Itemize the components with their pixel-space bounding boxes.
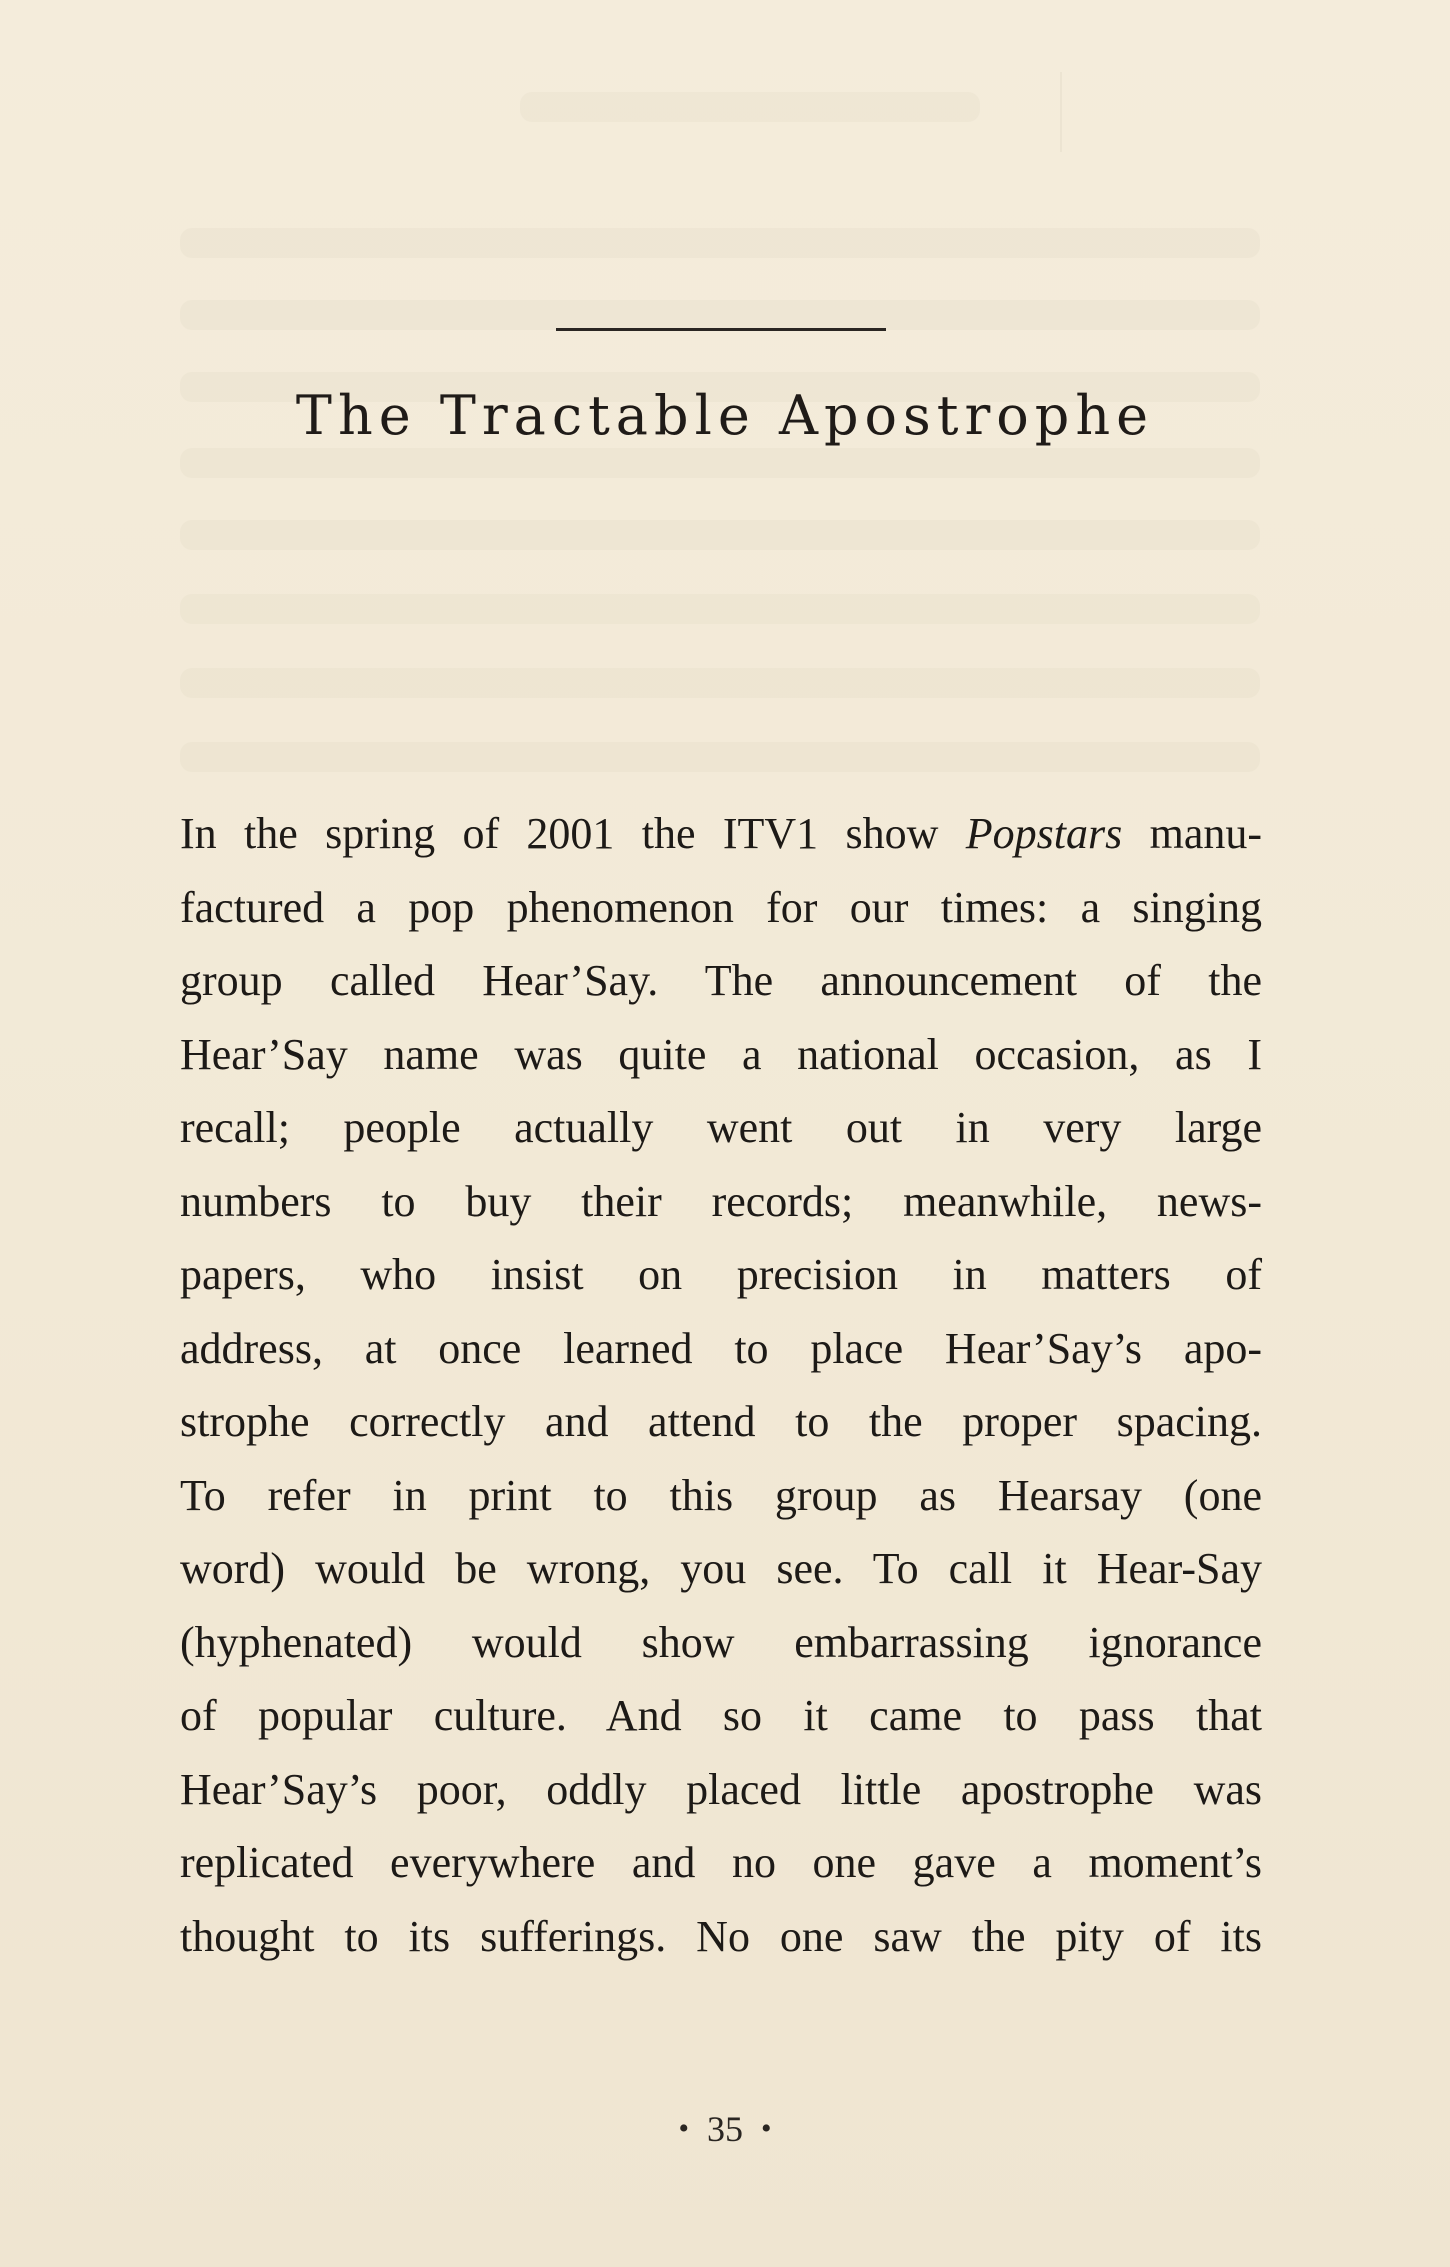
text-line: thought to its sufferings. No one saw the pity of its: [180, 1911, 1262, 1961]
show-through-line: [180, 520, 1260, 550]
text-line: recall; people actually went out in very large: [180, 1103, 1262, 1152]
text-line: Hear’Say’s poor, oddly placed little apostrophe was: [180, 1764, 1262, 1814]
text-line: factured a pop phenomenon for our times: a singing: [180, 882, 1262, 932]
text-line: In the spring of 2001 the ITV1 show Popstars manu-: [180, 809, 1262, 858]
text-line: numbers to buy their records; meanwhile, news-: [180, 1176, 1262, 1226]
page-number: 35: [707, 2109, 743, 2149]
show-through-line: [180, 742, 1260, 772]
chapter-title: The Tractable Apostrophe: [295, 384, 1155, 447]
text-line: of popular culture. And so it came to pass that: [180, 1691, 1262, 1740]
show-through-line: [180, 668, 1260, 698]
chapter-rule: [556, 328, 886, 331]
show-through-header: [520, 92, 980, 122]
folio-bullet: •: [761, 2112, 772, 2145]
show-through-mark: [1060, 72, 1062, 152]
text-line: (hyphenated) would show embarrassing ignorance: [180, 1617, 1262, 1667]
text-line: strophe correctly and attend to the proper spacing.: [180, 1397, 1262, 1446]
show-through-line: [180, 448, 1260, 478]
text-line: To refer in print to this group as Hearsay (one: [180, 1470, 1262, 1520]
text-line: word) would be wrong, you see. To call it Hear-Say: [180, 1544, 1262, 1593]
show-title: Popstars: [965, 809, 1123, 858]
body-paragraph: [180, 797, 1262, 1973]
show-through-line: [180, 300, 1260, 330]
show-through-line: [180, 594, 1260, 624]
text-line: address, at once learned to place Hear’Say’s apo-: [180, 1323, 1262, 1373]
show-through-line: [180, 228, 1260, 258]
page-folio: [0, 2108, 1450, 2150]
text-line: Hear’Say name was quite a national occasion, as I: [180, 1029, 1262, 1079]
text-line: group called Hear’Say. The announcement of the: [180, 956, 1262, 1005]
folio-bullet: •: [678, 2112, 689, 2145]
text-line: replicated everywhere and no one gave a moment’s: [180, 1838, 1262, 1887]
text-line: papers, who insist on precision in matters of: [180, 1250, 1262, 1299]
